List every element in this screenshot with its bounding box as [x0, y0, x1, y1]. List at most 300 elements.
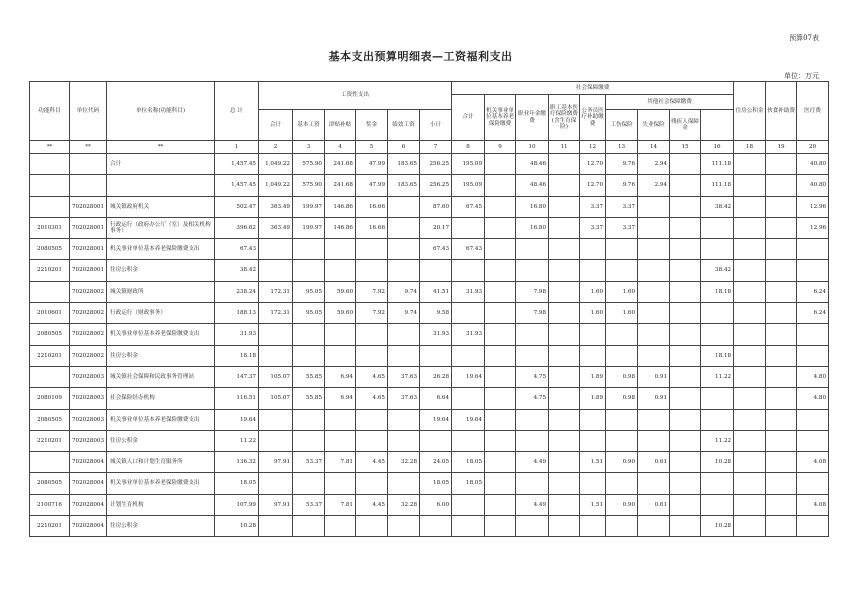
amount-cell: 7.98 — [516, 303, 549, 324]
amount-cell — [549, 409, 580, 430]
amount-cell — [549, 196, 580, 217]
amount-cell — [420, 430, 452, 451]
amount-cell: 4.75 — [516, 388, 549, 409]
amount-cell — [638, 196, 670, 217]
amount-cell — [325, 473, 356, 494]
amount-cell: 3.37 — [580, 196, 606, 217]
amount-cell: 1,457.45 — [215, 175, 259, 196]
amount-cell — [670, 175, 701, 196]
table-row — [30, 409, 829, 430]
amount-cell: 7.98 — [516, 281, 549, 302]
amount-cell — [485, 324, 516, 345]
amount-cell — [259, 324, 293, 345]
amount-cell — [549, 452, 580, 473]
func-subject-cell: 2210201 — [30, 260, 70, 281]
amount-cell: 16.66 — [356, 217, 388, 238]
func-subject-cell — [30, 452, 70, 473]
amount-cell — [734, 324, 766, 345]
amount-cell — [766, 494, 797, 515]
amount-cell — [388, 516, 420, 537]
amount-cell — [485, 430, 516, 451]
amount-cell: 7.92 — [356, 281, 388, 302]
amount-cell — [701, 217, 734, 238]
amount-cell — [549, 324, 580, 345]
amount-cell: 67.43 — [452, 239, 485, 260]
func-subject-cell: 2210201 — [30, 516, 70, 537]
unit-name-cell: 机关事业单位基本养老保险缴费支出 — [107, 324, 215, 345]
amount-cell — [670, 366, 701, 387]
amount-cell — [734, 516, 766, 537]
column-index-cell: 13 — [606, 141, 638, 154]
func-subject-cell: 2080505 — [30, 473, 70, 494]
func-subject-cell: 2010301 — [30, 217, 70, 238]
amount-cell: 1.60 — [606, 303, 638, 324]
unit-code-cell: 702028002 — [70, 281, 107, 302]
amount-cell: 32.28 — [388, 494, 420, 515]
amount-cell — [638, 303, 670, 324]
amount-cell: 26.28 — [420, 366, 452, 387]
amount-cell — [485, 260, 516, 281]
amount-cell: 47.99 — [356, 154, 388, 175]
amount-cell — [638, 281, 670, 302]
amount-cell — [485, 494, 516, 515]
amount-cell — [452, 430, 485, 451]
amount-cell — [701, 324, 734, 345]
amount-cell — [606, 430, 638, 451]
amount-cell: 195.09 — [452, 175, 485, 196]
amount-cell — [734, 175, 766, 196]
amount-cell — [485, 366, 516, 387]
amount-cell — [420, 516, 452, 537]
amount-cell: 18.05 — [215, 473, 259, 494]
amount-cell: 12.70 — [580, 154, 606, 175]
amount-cell — [766, 175, 797, 196]
header-total: 总 计 — [215, 82, 259, 141]
amount-cell — [670, 281, 701, 302]
amount-cell: 575.90 — [293, 154, 325, 175]
unit-code-cell: 702028002 — [70, 345, 107, 366]
amount-cell — [293, 324, 325, 345]
amount-cell — [670, 196, 701, 217]
amount-cell: 238.24 — [215, 281, 259, 302]
amount-cell — [606, 345, 638, 366]
func-subject-cell: 2080109 — [30, 388, 70, 409]
amount-cell: 38.42 — [701, 196, 734, 217]
amount-cell — [485, 452, 516, 473]
func-subject-cell — [30, 196, 70, 217]
unit-name-cell: 住房公积金 — [107, 260, 215, 281]
unit-name-cell: 社会保险经办机构 — [107, 388, 215, 409]
unit-name-cell: 机关事业单位基本养老保险缴费支出 — [107, 409, 215, 430]
amount-cell — [293, 473, 325, 494]
amount-cell — [797, 430, 829, 451]
amount-cell — [670, 239, 701, 260]
amount-cell — [293, 430, 325, 451]
amount-cell: 4.08 — [797, 494, 829, 515]
amount-cell: 146.86 — [325, 217, 356, 238]
amount-cell: 116.51 — [215, 388, 259, 409]
column-index-cell: 2 — [259, 141, 293, 154]
amount-cell: 0.91 — [638, 366, 670, 387]
amount-cell — [670, 473, 701, 494]
amount-cell — [388, 430, 420, 451]
amount-cell — [485, 303, 516, 324]
amount-cell: 3.37 — [606, 217, 638, 238]
amount-cell — [670, 154, 701, 175]
amount-cell — [606, 260, 638, 281]
header-housing: 住房公积金 — [734, 82, 766, 141]
table-row — [30, 473, 829, 494]
amount-cell: 12.96 — [797, 196, 829, 217]
amount-cell — [670, 452, 701, 473]
amount-cell: 53.37 — [293, 452, 325, 473]
amount-cell: 172.31 — [259, 303, 293, 324]
amount-cell: 0.91 — [638, 388, 670, 409]
amount-cell — [549, 175, 580, 196]
header-medical: 职工基本医疗保险缴费(含生育保险) — [549, 95, 580, 141]
amount-cell: 16.80 — [516, 196, 549, 217]
column-index-cell: 3 — [293, 141, 325, 154]
amount-cell — [734, 452, 766, 473]
amount-cell: 136.32 — [215, 452, 259, 473]
amount-cell — [293, 239, 325, 260]
amount-cell: 19.64 — [215, 409, 259, 430]
amount-cell — [670, 409, 701, 430]
amount-cell — [452, 516, 485, 537]
amount-cell: 31.93 — [452, 324, 485, 345]
amount-cell — [452, 303, 485, 324]
amount-cell: 9.74 — [388, 281, 420, 302]
amount-cell: 95.05 — [293, 281, 325, 302]
unit-name-cell: 住房公积金 — [107, 345, 215, 366]
amount-cell — [485, 175, 516, 196]
amount-cell — [325, 516, 356, 537]
column-index-cell: 11 — [549, 141, 580, 154]
amount-cell — [766, 281, 797, 302]
amount-cell: 0.61 — [638, 452, 670, 473]
table-row — [30, 175, 829, 196]
amount-cell: 195.09 — [452, 154, 485, 175]
amount-cell — [516, 324, 549, 345]
amount-cell — [485, 345, 516, 366]
amount-cell — [549, 516, 580, 537]
amount-cell — [638, 430, 670, 451]
amount-cell: 10.28 — [701, 452, 734, 473]
amount-cell — [701, 409, 734, 430]
header-salary-sum: 合计 — [259, 110, 293, 141]
amount-cell — [420, 345, 452, 366]
amount-cell — [356, 409, 388, 430]
amount-cell — [485, 154, 516, 175]
table-row — [30, 388, 829, 409]
amount-cell: 59.60 — [325, 303, 356, 324]
table-row — [30, 452, 829, 473]
amount-cell — [580, 430, 606, 451]
amount-cell — [797, 516, 829, 537]
amount-cell: 4.45 — [356, 452, 388, 473]
amount-cell: 40.80 — [797, 175, 829, 196]
table-row — [30, 217, 829, 238]
amount-cell: 183.65 — [388, 154, 420, 175]
amount-cell — [670, 388, 701, 409]
unit-code-cell: 702028004 — [70, 452, 107, 473]
amount-cell: 97.91 — [259, 494, 293, 515]
amount-cell: 18.18 — [701, 345, 734, 366]
amount-cell — [638, 324, 670, 345]
unit-name-cell: 城关镇政府机关 — [107, 196, 215, 217]
unit-code-cell: 702028003 — [70, 409, 107, 430]
unit-label: 单位：万元 — [784, 72, 819, 80]
amount-cell: 111.18 — [701, 154, 734, 175]
amount-cell — [638, 473, 670, 494]
amount-cell: 3.37 — [606, 196, 638, 217]
amount-cell — [293, 409, 325, 430]
amount-cell — [766, 154, 797, 175]
amount-cell — [580, 260, 606, 281]
amount-cell: 1.89 — [580, 388, 606, 409]
amount-cell — [516, 516, 549, 537]
unit-name-cell — [107, 175, 215, 196]
func-subject-cell: 2080505 — [30, 324, 70, 345]
amount-cell — [734, 388, 766, 409]
amount-cell — [388, 217, 420, 238]
header-meal: 伙食补助费 — [766, 82, 797, 141]
amount-cell — [356, 473, 388, 494]
amount-cell — [516, 409, 549, 430]
table-row — [30, 345, 829, 366]
amount-cell: 199.97 — [293, 196, 325, 217]
amount-cell — [259, 345, 293, 366]
amount-cell: 172.31 — [259, 281, 293, 302]
amount-cell — [356, 239, 388, 260]
header-annuity: 职业年金缴费 — [516, 95, 549, 141]
amount-cell: 41.51 — [420, 281, 452, 302]
amount-cell: 107.99 — [215, 494, 259, 515]
column-index-cell: 5 — [356, 141, 388, 154]
amount-cell: 55.85 — [293, 388, 325, 409]
amount-cell — [516, 345, 549, 366]
amount-cell: 4.80 — [797, 388, 829, 409]
amount-cell: 59.60 — [325, 281, 356, 302]
unit-name-cell: 城关镇社会保障和民政事务管理站 — [107, 366, 215, 387]
amount-cell — [549, 388, 580, 409]
amount-cell: 6.24 — [797, 281, 829, 302]
column-index-cell: 4 — [325, 141, 356, 154]
amount-cell — [606, 324, 638, 345]
header-social-sum: 合计 — [452, 95, 485, 141]
amount-cell: 4.80 — [797, 366, 829, 387]
amount-cell — [766, 345, 797, 366]
table-row — [30, 430, 829, 451]
column-index-cell: 8 — [452, 141, 485, 154]
table-row — [30, 494, 829, 515]
amount-cell — [766, 196, 797, 217]
table-row — [30, 516, 829, 537]
amount-cell — [259, 516, 293, 537]
header-func-subject: 功能科目 — [30, 82, 70, 141]
column-index-cell: 10 — [516, 141, 549, 154]
column-index-cell: 6 — [388, 141, 420, 154]
amount-cell — [549, 239, 580, 260]
amount-cell — [766, 452, 797, 473]
amount-cell: 7.81 — [325, 494, 356, 515]
amount-cell — [701, 494, 734, 515]
func-subject-cell — [30, 366, 70, 387]
amount-cell — [670, 324, 701, 345]
amount-cell — [797, 260, 829, 281]
amount-cell — [580, 345, 606, 366]
amount-cell: 105.07 — [259, 366, 293, 387]
unit-code-cell: 702028001 — [70, 260, 107, 281]
amount-cell — [388, 260, 420, 281]
amount-cell: 67.43 — [420, 239, 452, 260]
amount-cell — [734, 345, 766, 366]
amount-cell: 6.00 — [420, 494, 452, 515]
amount-cell: 6.94 — [325, 388, 356, 409]
amount-cell — [325, 324, 356, 345]
amount-cell: 363.49 — [259, 196, 293, 217]
amount-cell: 9.58 — [420, 303, 452, 324]
amount-cell — [485, 239, 516, 260]
amount-cell: 188.13 — [215, 303, 259, 324]
func-subject-cell — [30, 154, 70, 175]
amount-cell: 105.07 — [259, 388, 293, 409]
amount-cell: 53.37 — [293, 494, 325, 515]
func-subject-cell: 2080505 — [30, 409, 70, 430]
amount-cell: 12.70 — [580, 175, 606, 196]
amount-cell — [293, 516, 325, 537]
amount-cell — [766, 409, 797, 430]
amount-cell: 396.62 — [215, 217, 259, 238]
amount-cell: 87.60 — [420, 196, 452, 217]
amount-cell: 1.51 — [580, 494, 606, 515]
amount-cell — [701, 239, 734, 260]
amount-cell — [293, 345, 325, 366]
column-index-row — [30, 141, 829, 154]
column-index-cell: 9 — [485, 141, 516, 154]
amount-cell — [325, 345, 356, 366]
amount-cell — [485, 217, 516, 238]
unit-code-cell — [70, 175, 107, 196]
amount-cell — [549, 345, 580, 366]
amount-cell: 31.93 — [420, 324, 452, 345]
amount-cell: 16.66 — [356, 196, 388, 217]
amount-cell: 31.93 — [215, 324, 259, 345]
amount-cell — [734, 196, 766, 217]
amount-cell — [356, 430, 388, 451]
amount-cell: 6.94 — [325, 366, 356, 387]
amount-cell: 4.65 — [356, 366, 388, 387]
column-index-cell: 18 — [734, 141, 766, 154]
amount-cell — [549, 281, 580, 302]
column-index-cell: ** — [70, 141, 107, 154]
table-body — [30, 154, 829, 537]
amount-cell — [670, 260, 701, 281]
amount-cell — [638, 217, 670, 238]
table-row — [30, 303, 829, 324]
header-disability: 残疾人保障金 — [670, 110, 701, 141]
func-subject-cell — [30, 281, 70, 302]
column-index-cell: 12 — [580, 141, 606, 154]
column-index-cell: 14 — [638, 141, 670, 154]
amount-cell: 1.51 — [580, 452, 606, 473]
amount-cell — [485, 516, 516, 537]
header-unemployment: 失业保险 — [638, 110, 670, 141]
amount-cell — [734, 239, 766, 260]
amount-cell: 19.64 — [420, 409, 452, 430]
amount-cell — [638, 260, 670, 281]
column-index-cell: 16 — [701, 141, 734, 154]
amount-cell — [638, 516, 670, 537]
amount-cell: 20.17 — [420, 217, 452, 238]
column-index-cell: ** — [30, 141, 70, 154]
unit-code-cell: 702028004 — [70, 494, 107, 515]
unit-name-cell: 住房公积金 — [107, 430, 215, 451]
amount-cell: 6.64 — [420, 388, 452, 409]
amount-cell — [388, 324, 420, 345]
amount-cell: 241.68 — [325, 154, 356, 175]
amount-cell: 38.42 — [701, 260, 734, 281]
amount-cell — [734, 366, 766, 387]
amount-cell — [485, 281, 516, 302]
amount-cell — [325, 260, 356, 281]
unit-code-cell: 702028003 — [70, 366, 107, 387]
amount-cell — [734, 281, 766, 302]
amount-cell — [766, 217, 797, 238]
column-index-cell: 20 — [797, 141, 829, 154]
amount-cell — [420, 260, 452, 281]
unit-code-cell: 702028002 — [70, 303, 107, 324]
amount-cell — [259, 409, 293, 430]
amount-cell — [293, 260, 325, 281]
amount-cell: 4.45 — [356, 494, 388, 515]
amount-cell: 241.68 — [325, 175, 356, 196]
amount-cell: 502.47 — [215, 196, 259, 217]
amount-cell — [485, 196, 516, 217]
amount-cell — [325, 409, 356, 430]
amount-cell — [734, 154, 766, 175]
amount-cell — [549, 494, 580, 515]
amount-cell — [734, 494, 766, 515]
amount-cell: 4.49 — [516, 494, 549, 515]
amount-cell: 37.63 — [388, 388, 420, 409]
amount-cell — [549, 366, 580, 387]
header-performance: 绩效工资 — [388, 110, 420, 141]
amount-cell — [606, 473, 638, 494]
amount-cell — [734, 260, 766, 281]
amount-cell — [388, 196, 420, 217]
unit-code-cell: 702028003 — [70, 388, 107, 409]
func-subject-cell: 2080505 — [30, 239, 70, 260]
header-injury: 工伤保险 — [606, 110, 638, 141]
amount-cell: 18.05 — [452, 452, 485, 473]
amount-cell: 9.76 — [606, 154, 638, 175]
func-subject-cell: 2210201 — [30, 345, 70, 366]
amount-cell — [606, 239, 638, 260]
unit-code-cell: 702028001 — [70, 217, 107, 238]
amount-cell: 3.37 — [580, 217, 606, 238]
func-subject-cell: 2010601 — [30, 303, 70, 324]
amount-cell — [549, 430, 580, 451]
amount-cell — [580, 324, 606, 345]
form-number: 预算07表 — [789, 34, 819, 42]
amount-cell — [485, 473, 516, 494]
amount-cell: 48.46 — [516, 175, 549, 196]
amount-cell: 18.18 — [701, 281, 734, 302]
amount-cell — [638, 409, 670, 430]
amount-cell — [766, 303, 797, 324]
amount-cell: 18.18 — [215, 345, 259, 366]
